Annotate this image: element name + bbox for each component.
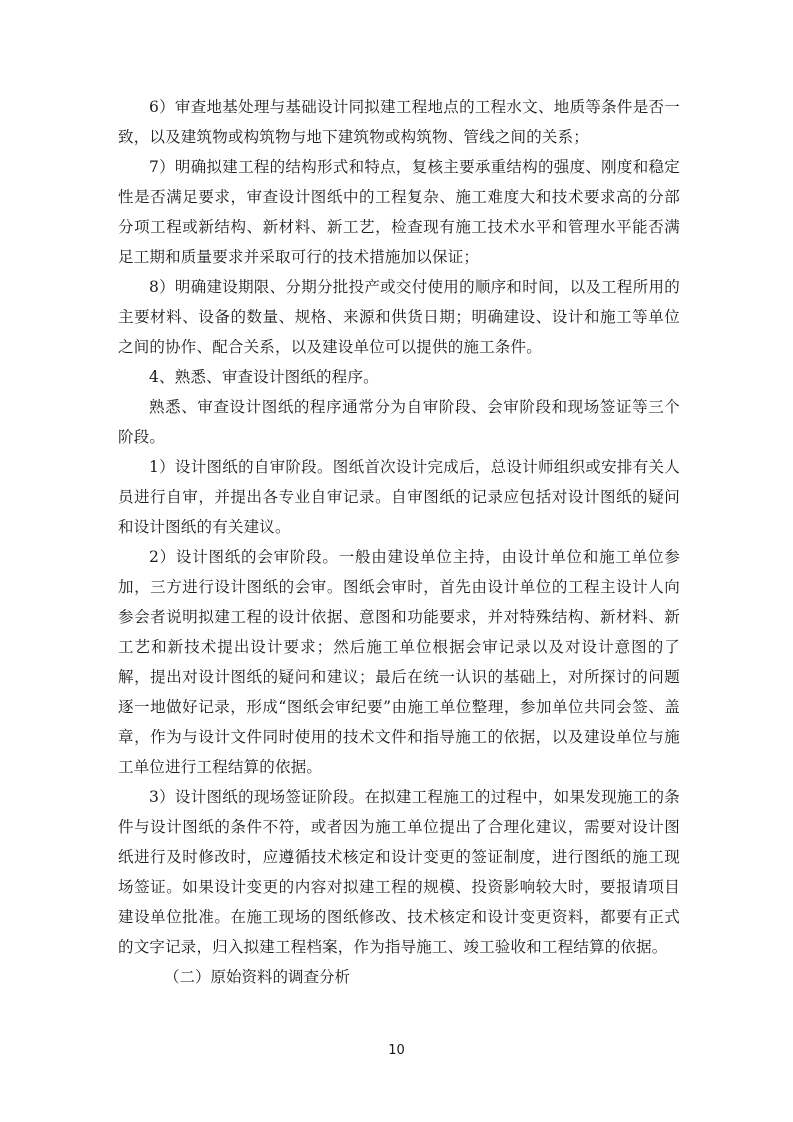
paragraph-joint-review-stage: 2）设计图纸的会审阶段。一般由建设单位主持，由设计单位和施工单位参加，三方进行设计图纸的会审。图纸会审时，首先由设计单位的工程主设计人向参会者说明拟建工程的设计依据、意图和功能要求，并对特殊结构、新材料、新工艺和新技术提出设计要求；然后施工单位根据会审记录以及对设计意图的了解，提出对设计图纸的疑问和建议；最后在统一认识的基础上，对所探讨的问题逐一地做好记录，形成“图纸会审纪要”由施工单位整理，参加单位共同会签、盖章，作为与设计文件同时使用的技术文件和指导施工的依据，以及建设单位与施工单位进行工程结算的依据。 (118, 548, 680, 776)
document-page (118, 92, 680, 992)
paragraph-site-visa-stage: 3）设计图纸的现场签证阶段。在拟建工程施工的过程中，如果发现施工的条件与设计图纸的条件不符，或者因为施工单位提出了合理化建议，需要对设计图纸进行及时修改时，应遵循技术核定和设计变更的签证制度，进行图纸的施工现场签证。如果设计变更的内容对拟建工程的规模、投资影响较大时，要报请项目建设单位批准。在施工现场的图纸修改、技术核定和设计变更资料，都要有正式的文字记录，归入拟建工程档案，作为指导施工、竣工验收和工程结算的依据。 (118, 788, 680, 956)
paragraph-review-foundation: 6）审查地基处理与基础设计同拟建工程地点的工程水文、地质等条件是否一致，以及建筑物或构筑物与地下建筑物或构筑物、管线之间的关系； (118, 98, 680, 146)
paragraph-structure-form: 7）明确拟建工程的结构形式和特点，复核主要承重结构的强度、刚度和稳定性是否满足要求，审查设计图纸中的工程复杂、施工难度大和技术要求高的分部分项工程或新结构、新材料、新工艺，检查现有施工技术水平和管理水平能否满足工期和质量要求并采取可行的技术措施加以保证； (118, 158, 680, 266)
paragraph-self-review-stage: 1）设计图纸的自审阶段。图纸首次设计完成后，总设计师组织或安排有关人员进行自审，并提出各专业自审记录。自审图纸的记录应包括对设计图纸的疑问和设计图纸的有关建议。 (118, 458, 680, 536)
paragraph-construction-period: 8）明确建设期限、分期分批投产或交付使用的顺序和时间，以及工程所用的主要材料、设备的数量、规格、来源和供货日期；明确建设、设计和施工等单位之间的协作、配合关系，以及建设单位可以提供的施工条件。 (118, 278, 680, 356)
page-number: 10 (388, 1043, 405, 1058)
heading-review-procedure: 4、熟悉、审查设计图纸的程序。 (149, 368, 379, 386)
paragraph-procedure-overview: 熟悉、审查设计图纸的程序通常分为自审阶段、会审阶段和现场签证等三个阶段。 (118, 398, 680, 446)
section-heading-raw-data: （二）原始资料的调查分析 (164, 968, 351, 986)
